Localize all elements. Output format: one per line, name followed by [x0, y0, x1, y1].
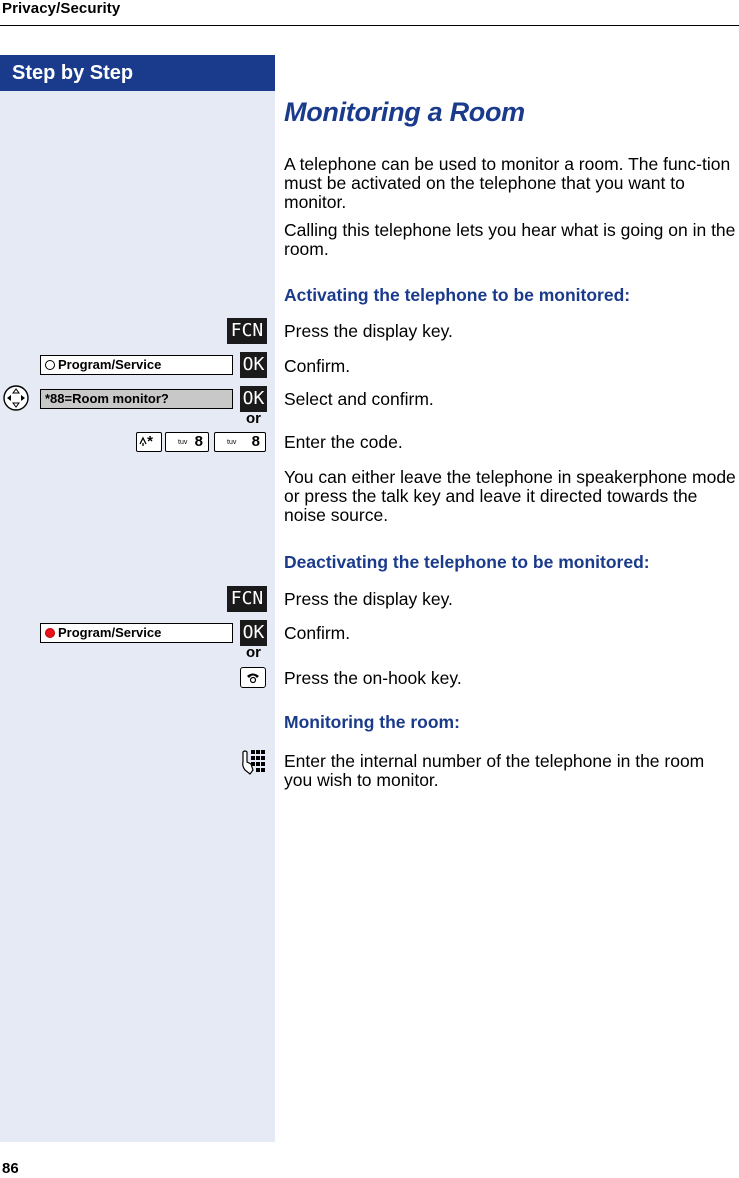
dial-key-8-second[interactable] — [214, 432, 266, 452]
step-enter-internal-number: Enter the internal number of the telephone in the room you wish to monitor. — [284, 751, 705, 790]
intro-paragraph-1: A telephone can be used to monitor a room. The func-tion must be activated on the telephone that you want to monitor. — [284, 154, 731, 212]
section-heading-deactivate: Deactivating the telephone to be monitored: — [284, 552, 650, 572]
navigator-icon[interactable] — [2, 384, 30, 412]
step-confirm-2: Confirm. — [284, 623, 351, 643]
running-header: Privacy/Security — [2, 0, 121, 17]
or-label-2: or — [246, 644, 261, 661]
dial-key-8-second-digit: 8 — [251, 433, 260, 450]
led-red-icon — [45, 628, 55, 638]
step-press-display-key: Press the display key. — [284, 321, 453, 341]
dial-key-8-second-letters: tuv — [227, 439, 237, 446]
ok-key-3[interactable]: OK — [240, 620, 267, 646]
or-label-1: or — [246, 410, 261, 427]
ok-key[interactable]: OK — [240, 352, 267, 378]
keypad-hand-icon — [240, 748, 266, 776]
page-number: 86 — [2, 1160, 19, 1177]
display-text: Program/Service — [58, 357, 162, 372]
fcn-key[interactable]: FCN — [227, 318, 267, 344]
handset-icon — [241, 668, 265, 687]
dial-key-8[interactable] — [165, 432, 209, 452]
sidebar-heading: Step by Step — [0, 55, 275, 91]
section-heading-monitor: Monitoring the room: — [284, 712, 460, 732]
onhook-key[interactable] — [240, 667, 266, 688]
page-title: Monitoring a Room — [284, 97, 525, 127]
step-select-and-confirm: Select and confirm. — [284, 389, 434, 409]
ok-key-2[interactable]: OK — [240, 386, 267, 412]
step-press-display-key-2: Press the display key. — [284, 589, 453, 609]
display-program-service-active[interactable] — [40, 623, 233, 643]
header-rule — [0, 25, 739, 26]
step-press-onhook: Press the on-hook key. — [284, 668, 462, 688]
section-heading-activate: Activating the telephone to be monitored: — [284, 285, 631, 305]
step-enter-code: Enter the code. — [284, 432, 403, 452]
star-key-label: * — [147, 433, 153, 450]
display-text-active: Program/Service — [58, 625, 162, 640]
intro-paragraph-2: Calling this telephone lets you hear what is going on in the room. — [284, 220, 736, 259]
dial-key-8-letters: tuv — [178, 439, 188, 446]
speakerphone-note: You can either leave the telephone in speakerphone mode or press the talk key and leave it directed towards the noise source. — [284, 467, 736, 525]
display-room-monitor[interactable]: *88=Room monitor? — [40, 389, 233, 409]
fcn-key-2[interactable]: FCN — [227, 586, 267, 612]
step-confirm: Confirm. — [284, 356, 351, 376]
dial-key-8-digit: 8 — [194, 433, 203, 450]
display-program-service[interactable] — [40, 355, 233, 375]
led-off-icon — [45, 360, 55, 370]
star-key[interactable] — [136, 432, 162, 452]
